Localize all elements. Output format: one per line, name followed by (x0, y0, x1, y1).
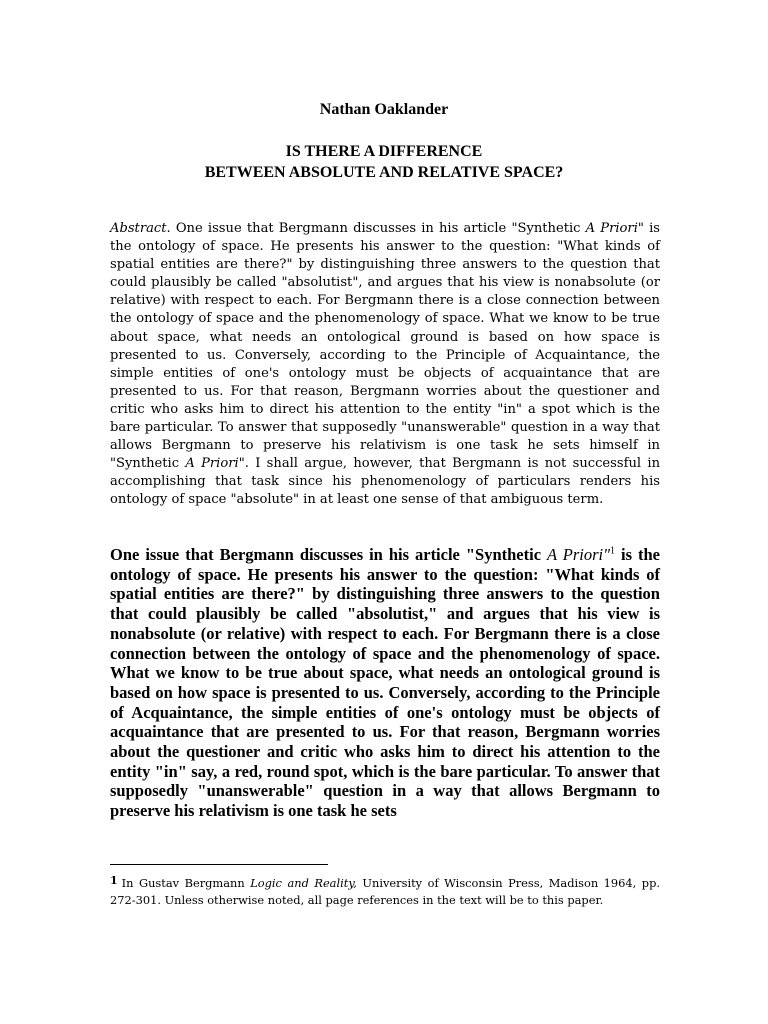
abstract-article-ref-2: A Priori" (185, 456, 245, 472)
paper-title (0, 141, 768, 183)
body-article-ref: A Priori" (547, 545, 611, 564)
footnote-number: 1 (110, 874, 118, 887)
footnote-text-1: In Gustav Bergmann (121, 876, 251, 890)
footnote-book-title: Logic and Reality, (250, 876, 357, 890)
footnote-divider (110, 864, 328, 865)
abstract-label: Abstract (110, 221, 167, 236)
footnote-reference[interactable]: 1 (610, 545, 616, 557)
body-text-2: is the ontology of space. He presents his answer to the question: "What kinds of spatial entities are there?" by distinguishing three answers to the question that could plausibly be called "absolutist," and argues that his view is nonabsolute (or relative) with respect to each. For Bergmann there is a close connection between the ontology of space and the phenomenology of space. What we know to be true about space, what needs an ontological ground is based on how space is presented to us. Conversely, according to the Principle of Acquaintance, the simple entities of one's ontology must be objects of acquaintance that are presented to us. For that reason, Bergmann worries about the questioner and critic who asks him to direct his attention to the entity "in" say, a red, round spot, which is the bare particular. To answer that supposedly "unanswerable" question in a way that allows Bergmann to preserve his relativism is one task he sets (110, 545, 660, 821)
body-text-1: One issue that Bergmann discusses in his article "Synthetic (110, 545, 547, 564)
footnote-text-2: University of Wisconsin Press, Madison 1964, pp. 272-301. Unless otherwise noted, all page references in the text will be to this paper. (110, 876, 660, 907)
abstract-text-1: . One issue that Bergmann discusses in his article "Synthetic (166, 221, 586, 236)
title-line-2: BETWEEN ABSOLUTE AND RELATIVE SPACE? (204, 164, 564, 181)
title-line-1: IS THERE A DIFFERENCE (285, 143, 483, 160)
author-name: Nathan Oaklander (319, 101, 449, 118)
abstract-text-2: is the ontology of space. He presents his answer to the question: "What kinds of spatial entities are there?" by distinguishing three answers to the question that could plausibly be called "absolutist", and argues that his view is nonabsolute (or relative) with respect to each. For Bergmann there is a close connection between the ontology of space and the phenomenology of space. What we know to be true about space, what needs an ontological ground is based on how space is presented to us. Conversely, according to the Principle of Acquaintance, the simple entities of one's ontology must be objects of acquaintance that are presented to us. For that reason, Bergmann worries about the questioner and critic who asks him to direct his attention to the entity "in" a spot which is the bare particular. To answer that supposedly "unanswerable" question in a way that allows Bergmann to preserve his relativism is one task he sets himself in "Synthetic (110, 221, 660, 472)
footnote (110, 872, 660, 909)
abstract-text-3: . I shall argue, however, that Bergmann is not successful in accomplishing that task since his phenomenology of particulars renders his ontology of space "absolute" in at least one sense of that ambiguous term. (110, 456, 660, 508)
abstract-paragraph (110, 220, 660, 510)
body-paragraph (110, 545, 660, 821)
abstract-article-ref-1: A Priori" (585, 221, 644, 236)
